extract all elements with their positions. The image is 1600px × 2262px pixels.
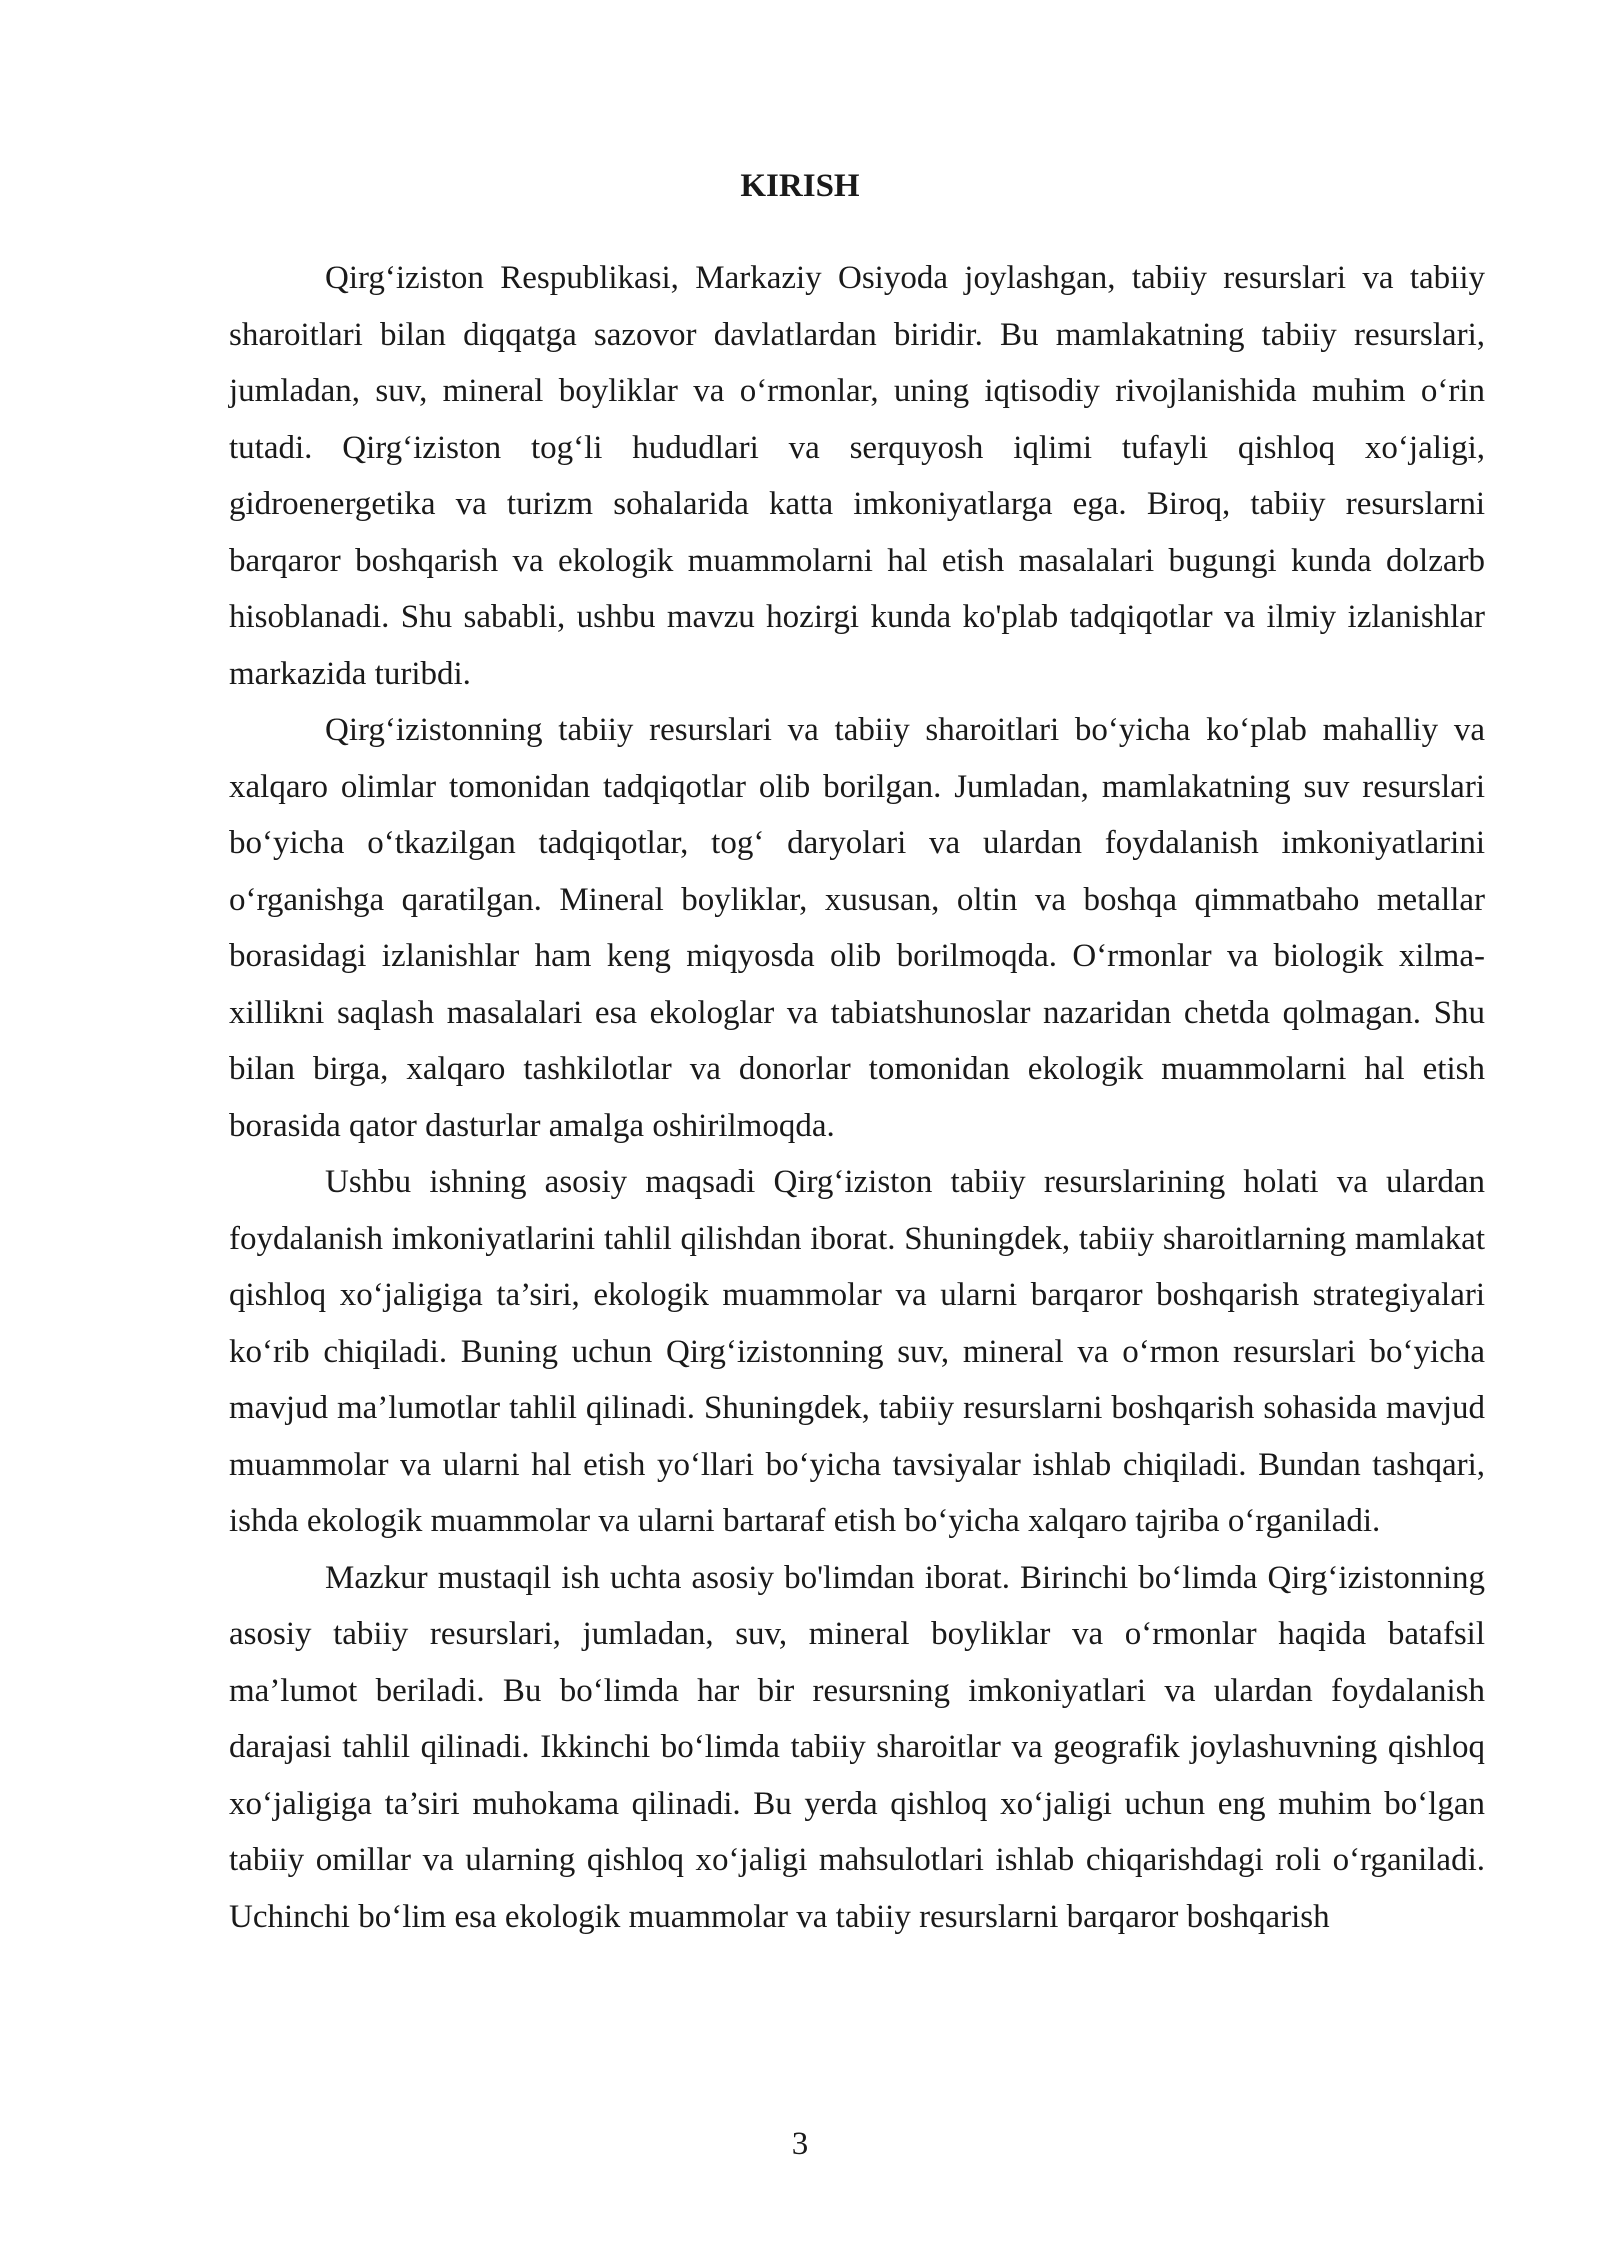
paragraph: Mazkur mustaqil ish uchta asosiy bo'limdan iborat. Birinchi bo‘limda Qirg‘izistonning asosiy tabiiy resurslari, jumladan, suv, mineral boyliklar va o‘rmonlar haqida batafsil ma’lumot beriladi. Bu bo‘limda har bir resursning imkoniyatlari va ulardan foydalanish darajasi tahlil qilinadi. Ikkinchi bo‘limda tabiiy sharoitlar va geografik joylashuvning qishloq xo‘jaligiga ta’siri muhokama qilinadi. Bu yerda qishloq xo‘jaligi uchun eng muhim bo‘lgan tabiiy omillar va ularning qishloq xo‘jaligi mahsulotlari ishlab chiqarishdagi roli o‘rganiladi. Uchinchi bo‘lim esa ekologik muammolar va tabiiy resurslarni barqaror boshqarish [229,1559,1485,1935]
page-title: KIRISH [740,168,860,204]
paragraph: Ushbu ishning asosiy maqsadi Qirg‘iziston tabiiy resurslarining holati va ulardan foydalanish imkoniyatlarini tahlil qilishdan iborat. Shuningdek, tabiiy sharoitlarning mamlakat qishloq xo‘jaligiga ta’siri, ekologik muammolar va ularni barqaror boshqarish strategiyalari ko‘rib chiqiladi. Buning uchun Qirg‘izistonning suv, mineral va o‘rmon resurslari bo‘yicha mavjud ma’lumotlar tahlil qilinadi. Shuningdek, tabiiy resurslarni boshqarish sohasida mavjud muammolar va ularni hal etish yo‘llari bo‘yicha tavsiyalar ishlab chiqiladi. Bundan tashqari, ishda ekologik muammolar va ularni bartaraf etish bo‘yicha xalqaro tajriba o‘rganiladi. [229,1164,1485,1539]
body-text [229,250,1485,1945]
paragraph: Qirg‘izistonning tabiiy resurslari va tabiiy sharoitlari bo‘yicha ko‘plab mahalliy va xalqaro olimlar tomonidan tadqiqotlar olib borilgan. Jumladan, mamlakatning suv resurslari bo‘yicha o‘tkazilgan tadqiqotlar, tog‘ daryolari va ulardan foydalanish imkoniyatlarini o‘rganishga qaratilgan. Mineral boyliklar, xususan, oltin va boshqa qimmatbaho metallar borasidagi izlanishlar ham keng miqyosda olib borilmoqda. O‘rmonlar va biologik xilma-xillikni saqlash masalalari esa ekologlar va tabiatshunoslar nazaridan chetda qolmagan. Shu bilan birga, xalqaro tashkilotlar va donorlar tomonidan ekologik muammolarni hal etish borasida qator dasturlar amalga oshirilmoqda. [229,712,1485,1144]
paragraph: Qirg‘iziston Respublikasi, Markaziy Osiyoda joylashgan, tabiiy resurslari va tabiiy sharoitlari bilan diqqatga sazovor davlatlardan biridir. Bu mamlakatning tabiiy resurslari, jumladan, suv, mineral boyliklar va o‘rmonlar, uning iqtisodiy rivojlanishida muhim o‘rin tutadi. Qirg‘iziston tog‘li hududlari va serquyosh iqlimi tufayli qishloq xo‘jaligi, gidroenergetika va turizm sohalarida katta imkoniyatlarga ega. Biroq, tabiiy resurslarni barqaror boshqarish va ekologik muammolarni hal etish masalalari bugungi kunda dolzarb hisoblanadi. Shu sababli, ushbu mavzu hozirgi kunda ko'plab tadqiqotlar va ilmiy izlanishlar markazida turibdi. [229,260,1485,692]
page-number: 3 [791,2126,809,2162]
